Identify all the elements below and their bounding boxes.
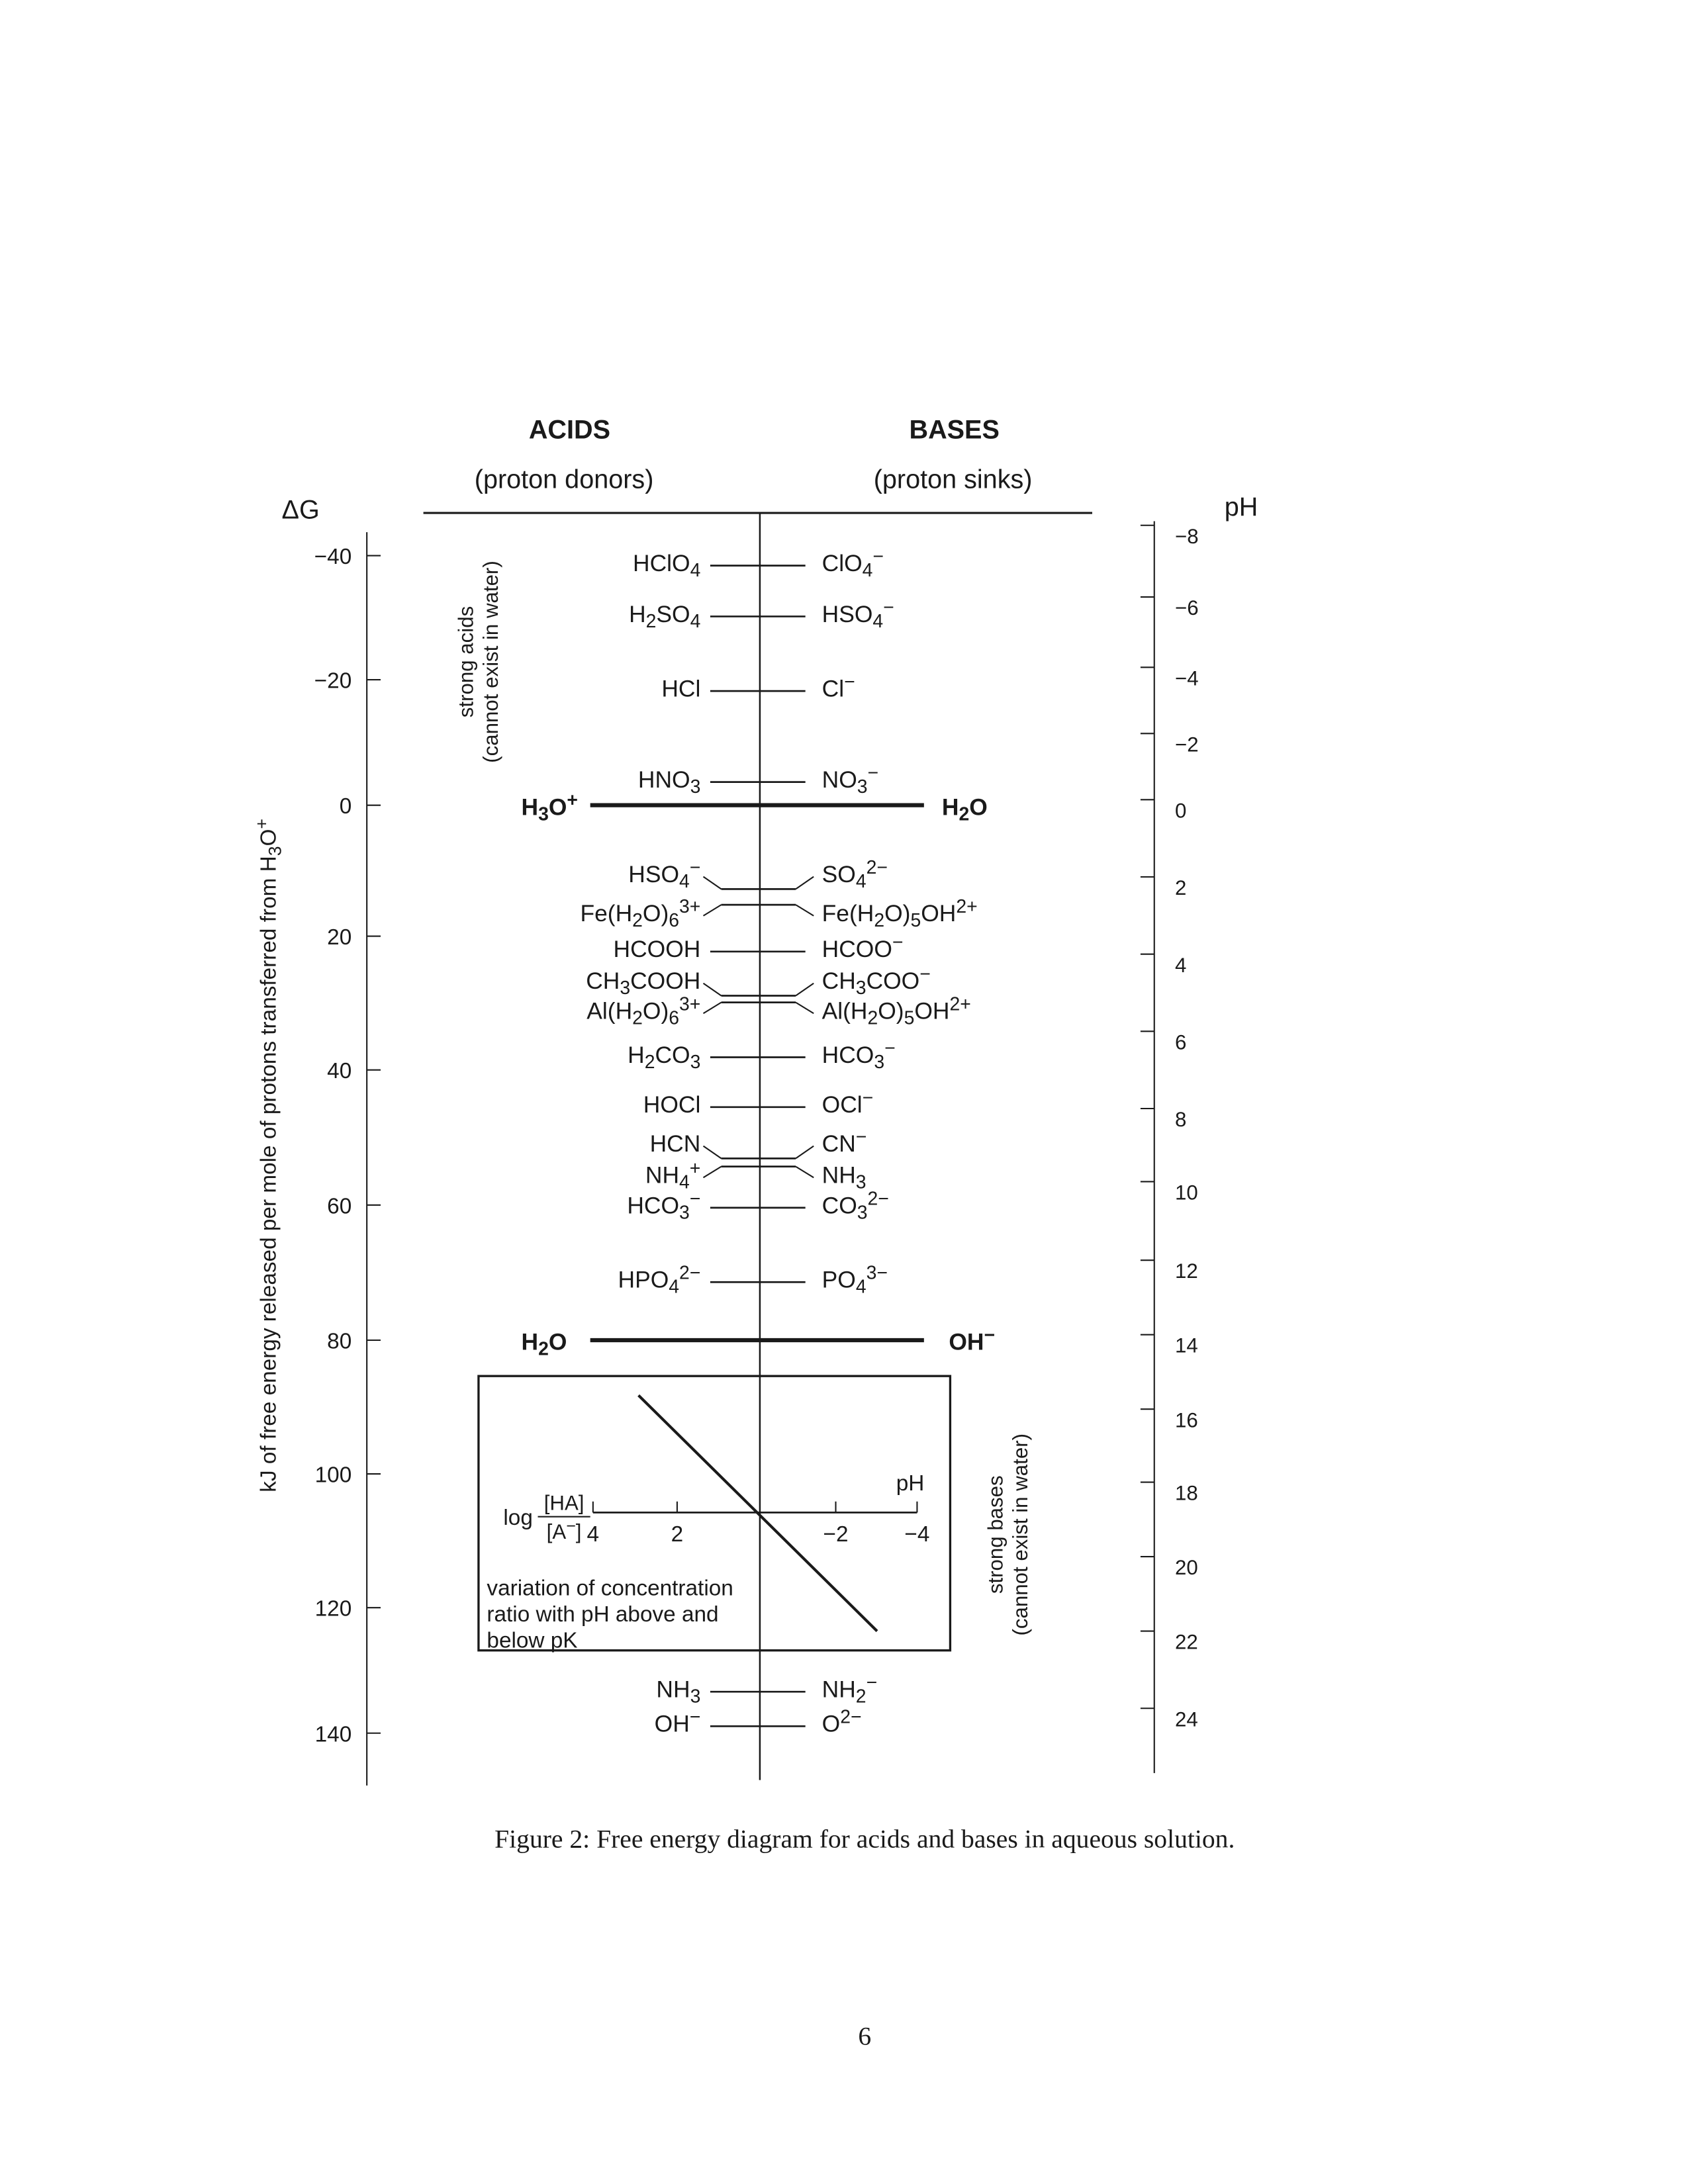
acid-label: HNO3: [637, 766, 701, 798]
left-axis-title: kJ of free energy released per mole of protons transferred from H3O+: [252, 818, 285, 1492]
acids-header: ACIDS: [528, 415, 610, 445]
inset-box: [479, 1376, 950, 1653]
acid-base-pair: [638, 762, 878, 797]
leader-line: [704, 905, 722, 916]
ph-axis-tick-label: 22: [1175, 1630, 1198, 1654]
inset-ratio-numerator: [HA]: [543, 1491, 585, 1515]
leader-line: [796, 1167, 814, 1178]
inset-caption-line: variation of concentration: [487, 1576, 733, 1601]
base-label: PO43−: [821, 1262, 888, 1298]
left-axis-tick-label: −20: [314, 668, 352, 694]
acid-label: HCl: [661, 675, 701, 702]
acids-subheader: (proton donors): [474, 465, 654, 494]
ph-axis-tick-label: −6: [1175, 596, 1199, 620]
base-label: Fe(H2O)5OH2+: [821, 896, 978, 932]
leader-line: [796, 905, 814, 916]
left-axis-tick-label: 120: [314, 1596, 352, 1621]
inset-tick-label: −2: [823, 1522, 849, 1547]
left-axis-tick-label: 140: [314, 1722, 352, 1747]
acid-base-pair: [650, 1126, 867, 1158]
acid-base-pair: [645, 1158, 867, 1193]
acid-label: H3O+: [521, 790, 578, 825]
strong-bases-note: (cannot exist in water): [1009, 1433, 1033, 1636]
ph-axis-tick-label: 20: [1175, 1556, 1198, 1580]
ph-axis-tick-label: 24: [1175, 1707, 1198, 1731]
delta-g-label: ΔG: [281, 495, 320, 525]
acid-base-pair: [586, 964, 931, 999]
inset-tick-label: 2: [671, 1522, 684, 1547]
acid-base-pair: [661, 672, 855, 702]
left-axis-tick-label: 60: [327, 1194, 352, 1219]
left-axis-tick-label: −40: [314, 545, 352, 570]
leader-line: [704, 983, 722, 996]
base-label: CO32−: [821, 1188, 889, 1224]
leader-line: [796, 1146, 814, 1159]
figure-caption: Figure 2: Free energy diagram for acids and bases in aqueous solution.: [494, 1824, 1235, 1854]
leader-line: [704, 1167, 722, 1178]
acid-label: HOCl: [643, 1091, 701, 1118]
acid-base-pair: [627, 1189, 889, 1224]
acid-base-pair: [628, 1038, 896, 1073]
acid-base-pair: [522, 790, 988, 825]
acid-base-pair: [628, 857, 888, 892]
acid-label: HCN: [649, 1130, 701, 1157]
acid-label: NH3: [656, 1676, 701, 1707]
acid-label: CH3COOH: [586, 968, 701, 999]
acid-label: H2O: [521, 1328, 567, 1360]
acid-base-pair: [614, 933, 904, 963]
base-label: O2−: [821, 1707, 862, 1737]
inset-caption-line: below pK: [487, 1628, 578, 1653]
inset-ratio-denominator: [A−]: [546, 1516, 582, 1543]
acid-label: HPO42−: [618, 1262, 701, 1298]
ph-axis-tick-label: 10: [1175, 1181, 1198, 1205]
acid-label: HClO4: [633, 549, 701, 582]
base-label: OCl−: [821, 1087, 874, 1118]
inset-ph-label: pH: [896, 1471, 925, 1496]
acid-base-pair: [656, 1672, 877, 1707]
base-label: HCO3−: [821, 1038, 896, 1073]
ph-axis-tick-label: 12: [1175, 1259, 1198, 1283]
ph-axis-tick-label: −8: [1175, 524, 1199, 548]
strong-acids-label: strong acids: [454, 606, 478, 718]
ph-axis-tick-label: 4: [1175, 953, 1187, 977]
base-label: Al(H2O)5OH2+: [821, 994, 971, 1030]
ph-axis-tick-label: −4: [1175, 666, 1199, 690]
base-label: CH3COO−: [821, 964, 931, 999]
base-label: SO42−: [821, 857, 888, 893]
inset-caption-line: ratio with pH above and: [487, 1602, 719, 1627]
acid-label: Fe(H2O)63+: [580, 896, 701, 932]
acid-base-pair: [633, 546, 884, 581]
acid-base-pair: [629, 597, 894, 632]
base-label: CN−: [821, 1126, 867, 1157]
left-axis-tick-label: 80: [327, 1329, 352, 1354]
left-axis-tick-label: 20: [327, 925, 352, 950]
strong-acids-note: (cannot exist in water): [479, 561, 503, 763]
acid-label: NH4+: [645, 1158, 701, 1194]
leader-line: [796, 983, 814, 996]
inset-tick-label: −4: [904, 1522, 930, 1547]
base-label: NO3−: [821, 762, 879, 798]
base-label: HSO4−: [821, 597, 894, 633]
page-number: 6: [858, 2021, 872, 2051]
ph-axis-tick-label: 6: [1175, 1030, 1187, 1054]
acid-label: HCO3−: [627, 1188, 701, 1224]
leader-line: [796, 877, 814, 889]
acid-label: H2CO3: [628, 1041, 701, 1073]
inset-log-label: log: [503, 1506, 533, 1531]
left-axis-tick-label: 0: [339, 794, 352, 819]
bases-header: BASES: [909, 415, 1000, 445]
ph-axis-tick-label: 8: [1175, 1108, 1187, 1132]
leader-line: [704, 877, 722, 889]
base-label: HCOO−: [821, 932, 904, 963]
acid-label: H2SO4: [629, 600, 701, 633]
acid-label: HSO4−: [628, 857, 701, 893]
base-label: H2O: [941, 794, 988, 825]
acid-label: HCOOH: [613, 936, 701, 963]
base-label: NH2−: [821, 1672, 878, 1707]
ph-axis-tick-label: −2: [1175, 733, 1199, 756]
acid-label: OH−: [654, 1707, 701, 1737]
base-label: ClO4−: [821, 546, 884, 582]
strong-bases-label: strong bases: [984, 1475, 1008, 1594]
bases-subheader: (proton sinks): [873, 465, 1033, 494]
leader-line: [704, 1003, 722, 1014]
acid-base-pair: [618, 1263, 888, 1298]
leader-line: [796, 1003, 814, 1014]
ph-axis-tick-label: 14: [1175, 1334, 1198, 1357]
base-label: Cl−: [821, 671, 855, 702]
inset-tick-label: 4: [586, 1522, 600, 1547]
base-label: NH3: [821, 1161, 867, 1194]
ph-axis-tick-label: 2: [1175, 876, 1187, 900]
ph-axis-label: pH: [1224, 492, 1258, 522]
acid-base-pair: [643, 1088, 873, 1118]
acid-label: Al(H2O)63+: [586, 994, 701, 1030]
ph-axis-tick-label: 18: [1175, 1481, 1198, 1505]
ph-axis-tick-label: 16: [1175, 1408, 1198, 1432]
acid-base-pair: [586, 994, 971, 1029]
acid-base-pair: [522, 1325, 995, 1360]
acid-base-pair: [580, 896, 977, 931]
acid-base-pair: [655, 1707, 862, 1737]
left-axis-tick-label: 40: [327, 1059, 352, 1084]
left-axis-tick-label: 100: [314, 1463, 352, 1488]
leader-line: [704, 1146, 722, 1159]
base-label: OH−: [949, 1324, 995, 1355]
ph-axis-tick-label: 0: [1175, 799, 1187, 823]
